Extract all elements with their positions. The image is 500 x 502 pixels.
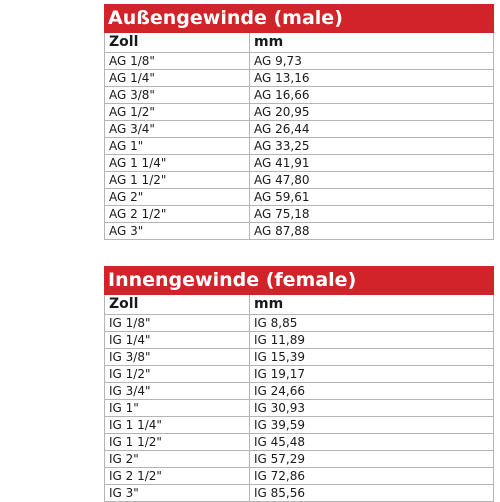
table-row (105, 87, 494, 104)
table-row (105, 223, 494, 240)
cell-inch: AG 1 1/2" (105, 172, 250, 189)
cell-mm: IG 11,89 (250, 332, 494, 349)
table-row (105, 400, 494, 417)
table-row (105, 189, 494, 206)
cell-mm: IG 39,59 (250, 417, 494, 434)
table-row (105, 155, 494, 172)
table-row (105, 349, 494, 366)
cell-mm: AG 87,88 (250, 223, 494, 240)
cell-mm: IG 45,48 (250, 434, 494, 451)
table-title-row (105, 5, 494, 33)
table-row (105, 332, 494, 349)
column-header-inch: Zoll (105, 33, 250, 53)
cell-inch: AG 1 1/4" (105, 155, 250, 172)
male-table-title: Außengewinde (male) (105, 5, 494, 33)
cell-mm: AG 13,16 (250, 70, 494, 87)
cell-inch: IG 1/4" (105, 332, 250, 349)
cell-mm: IG 8,85 (250, 315, 494, 332)
cell-mm: AG 41,91 (250, 155, 494, 172)
cell-inch: IG 3/8" (105, 349, 250, 366)
cell-inch: AG 2 1/2" (105, 206, 250, 223)
cell-inch: AG 1/2" (105, 104, 250, 121)
cell-mm: AG 59,61 (250, 189, 494, 206)
cell-inch: AG 2" (105, 189, 250, 206)
table-row (105, 315, 494, 332)
cell-mm: AG 16,66 (250, 87, 494, 104)
table-row (105, 121, 494, 138)
cell-inch: IG 2" (105, 451, 250, 468)
table-row (105, 451, 494, 468)
female-table-title: Innengewinde (female) (105, 267, 494, 295)
cell-mm: IG 19,17 (250, 366, 494, 383)
table-row (105, 104, 494, 121)
cell-mm: IG 24,66 (250, 383, 494, 400)
cell-inch: AG 3/4" (105, 121, 250, 138)
cell-inch: AG 3" (105, 223, 250, 240)
cell-mm: AG 26,44 (250, 121, 494, 138)
column-header-mm: mm (250, 33, 494, 53)
male-thread-table (104, 4, 494, 240)
table-header-row (105, 33, 494, 53)
cell-mm: AG 47,80 (250, 172, 494, 189)
cell-mm: IG 72,86 (250, 468, 494, 485)
male-table-body (105, 53, 494, 240)
table-header-row (105, 295, 494, 315)
cell-inch: IG 3/4" (105, 383, 250, 400)
cell-inch: IG 1/2" (105, 366, 250, 383)
cell-mm: IG 30,93 (250, 400, 494, 417)
cell-mm: IG 15,39 (250, 349, 494, 366)
cell-inch: AG 1/8" (105, 53, 250, 70)
cell-mm: IG 85,56 (250, 485, 494, 502)
cell-mm: AG 33,25 (250, 138, 494, 155)
table-row (105, 485, 494, 502)
table-row (105, 366, 494, 383)
table-title-row (105, 267, 494, 295)
cell-inch: AG 3/8" (105, 87, 250, 104)
table-row (105, 172, 494, 189)
table-row (105, 383, 494, 400)
cell-inch: IG 2 1/2" (105, 468, 250, 485)
cell-inch: AG 1/4" (105, 70, 250, 87)
cell-mm: AG 75,18 (250, 206, 494, 223)
table-row (105, 70, 494, 87)
table-row (105, 138, 494, 155)
cell-inch: IG 1" (105, 400, 250, 417)
cell-mm: AG 20,95 (250, 104, 494, 121)
table-row (105, 206, 494, 223)
table-row (105, 53, 494, 70)
female-thread-table (104, 266, 494, 502)
cell-mm: AG 9,73 (250, 53, 494, 70)
table-row (105, 468, 494, 485)
column-header-mm: mm (250, 295, 494, 315)
cell-mm: IG 57,29 (250, 451, 494, 468)
cell-inch: IG 3" (105, 485, 250, 502)
table-row (105, 417, 494, 434)
cell-inch: IG 1/8" (105, 315, 250, 332)
table-row (105, 434, 494, 451)
cell-inch: AG 1" (105, 138, 250, 155)
cell-inch: IG 1 1/4" (105, 417, 250, 434)
cell-inch: IG 1 1/2" (105, 434, 250, 451)
column-header-inch: Zoll (105, 295, 250, 315)
female-table-body (105, 315, 494, 502)
